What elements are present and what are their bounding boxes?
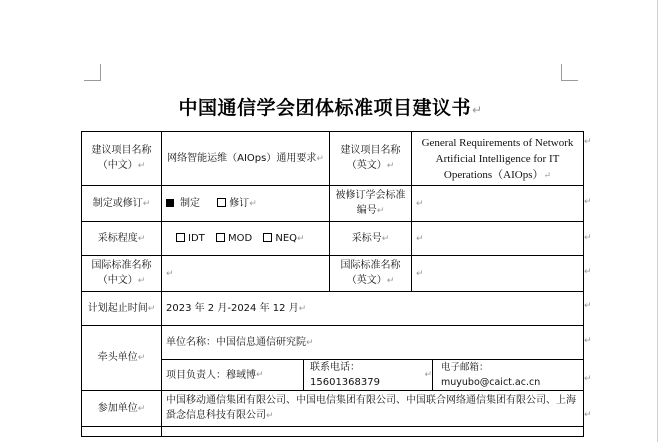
project-name-en-value[interactable]: General Requirements of Network Artificial Intelligence for IT Operations（AIOps）↵ — [412, 132, 584, 186]
document-title: 中国通信学会团体标准项目建议书↵ — [178, 97, 483, 119]
table-row — [82, 292, 584, 326]
type-option-new[interactable]: 制定 — [166, 196, 200, 211]
intl-en-value[interactable]: ↵ — [412, 256, 584, 292]
lead-contact-cell — [162, 360, 584, 391]
row-end-mark-icon: ↵ — [584, 301, 592, 311]
row-end-mark-icon: ↵ — [584, 374, 592, 384]
row-end-mark-icon: ↵ — [584, 197, 592, 207]
participants-value[interactable]: 中国移动通信集团有限公司、中国电信集团有限公司、中国联合网络通信集团有限公司、上海蛩念信息科技有限公司↵ — [162, 391, 584, 427]
lead-email[interactable]: 电子邮箱：muyubo@caict.ac.cn — [441, 362, 541, 388]
unchecked-box-icon[interactable] — [263, 233, 272, 242]
project-name-en-label: 建议项目名称（英文）↵ — [330, 132, 412, 186]
row-end-mark-icon: ↵ — [584, 137, 592, 147]
row-end-mark-icon: ↵ — [584, 267, 592, 277]
row-end-mark-icon: ↵ — [584, 233, 592, 243]
adopt-option-mod[interactable]: MOD — [216, 231, 252, 246]
table-row — [82, 132, 584, 186]
table-row — [82, 391, 584, 427]
type-label: 制定或修订↵ — [82, 186, 162, 222]
type-options — [162, 186, 330, 222]
unchecked-box-icon[interactable] — [176, 233, 185, 242]
adopt-option-idt[interactable]: IDT — [176, 231, 205, 246]
intl-zh-label: 国际标准名称（中文）↵ — [82, 256, 162, 292]
intl-en-label: 国际标准名称（英文）↵ — [330, 256, 412, 292]
row-end-mark-icon: ↵ — [584, 410, 592, 420]
project-name-zh-label: 建议项目名称（中文）↵ — [82, 132, 162, 186]
schedule-label: 计划起止时间↵ — [82, 292, 162, 326]
revised-std-label: 被修订学会标准编号↵ — [330, 186, 412, 222]
table-row — [82, 222, 584, 256]
adopt-option-neq[interactable]: NEQ↵ — [263, 231, 304, 247]
unchecked-box-icon[interactable] — [216, 233, 225, 242]
type-option-revise[interactable]: 修订↵ — [217, 196, 257, 212]
lead-org[interactable]: 单位名称：中国信息通信研究院↵ — [162, 326, 584, 360]
project-name-zh-value[interactable]: 网络智能运维（AIOps）通用要求↵ — [162, 132, 330, 186]
revised-std-value[interactable]: ↵ — [412, 186, 584, 222]
lead-person[interactable]: 项目负责人：穆琙博 ↵ — [162, 360, 304, 390]
adopt-no-label: 采标号↵ — [330, 222, 412, 256]
crop-mark-top-right — [561, 64, 578, 81]
table-row — [82, 186, 584, 222]
adopt-label: 采标程度↵ — [82, 222, 162, 256]
lead-label: 牵头单位↵ — [82, 326, 162, 391]
proposal-form-table — [81, 131, 584, 437]
lead-phone[interactable]: 联系电话：15601368379 ↵ — [304, 360, 433, 390]
participants-label: 参加单位↵ — [82, 391, 162, 427]
table-row — [82, 427, 584, 437]
adopt-no-value[interactable]: ↵ — [412, 222, 584, 256]
intl-zh-value[interactable]: ↵ — [162, 256, 330, 292]
table-row — [82, 256, 584, 292]
schedule-value[interactable]: 2023 年 2 月-2024 年 12 月↵ — [162, 292, 584, 326]
checked-box-icon[interactable] — [166, 199, 174, 207]
row-end-mark-icon: ↵ — [584, 336, 592, 346]
adopt-options — [162, 222, 330, 256]
crop-mark-top-left — [84, 64, 101, 81]
table-row — [82, 326, 584, 360]
paragraph-mark-icon: ↵ — [471, 103, 483, 117]
unchecked-box-icon[interactable] — [217, 198, 226, 207]
